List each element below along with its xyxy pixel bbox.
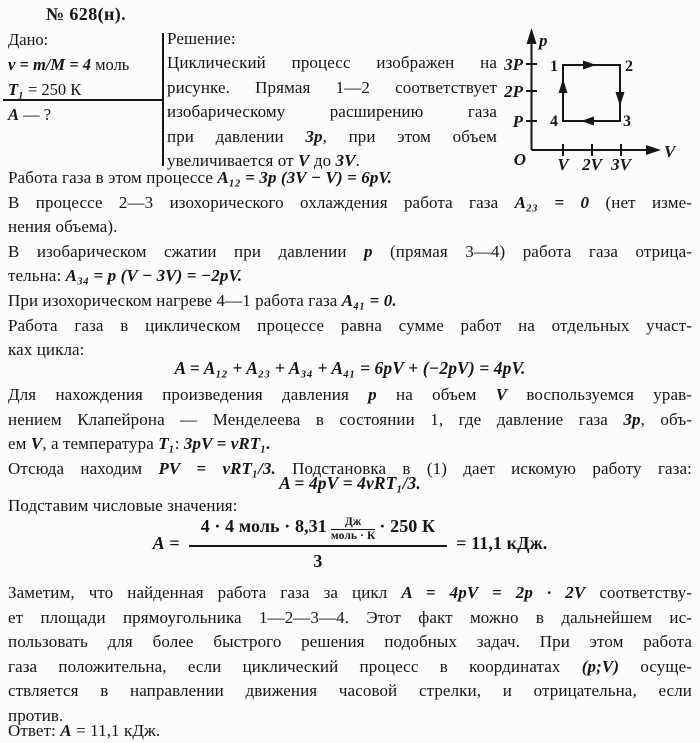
math-segment: p [363, 241, 373, 261]
text-segment: При изохорическом нагреве 4—1 работа газа [8, 290, 342, 310]
math-segment: ν = m/M = 4 [8, 55, 91, 74]
text-line [8, 240, 692, 265]
text-segment: (нет изме- [589, 192, 692, 212]
math-segment: T₁ [8, 80, 24, 99]
solution-intro-line [167, 76, 497, 100]
text-segment: воспользуемся урав- [507, 385, 692, 404]
solution-heading: Решение: [167, 29, 236, 48]
text-segment: Заметим, что найденная работа газа за цикл [8, 583, 402, 602]
math-segment: PV = νRT₁/3. [158, 458, 276, 478]
y-tick-label: P [512, 112, 523, 131]
unit-fraction [331, 516, 376, 543]
text-line [8, 215, 692, 240]
text-line [8, 655, 692, 680]
formula-text: A = A₁₂ + A₂₃ + A₃₄ + A₄₁ = 6pV + (−2pV) = 4pV. [174, 358, 526, 378]
math-segment: A₃₄ = p (V − 3V) = −2pV. [65, 266, 243, 286]
text-segment: соответству- [585, 583, 692, 602]
math-segment: A₂₃ = 0 [514, 192, 590, 212]
text-segment: : [174, 434, 184, 454]
math-segment: A = 4pV = 2p · 2V [401, 583, 586, 602]
math-segment: A [60, 721, 72, 740]
fraction-denominator: 3 [313, 550, 323, 571]
cycle-rectangle [563, 65, 620, 121]
solution-intro-line [167, 125, 497, 149]
corner-label: 2 [625, 58, 633, 75]
text-segment: увеличивается от [167, 151, 299, 171]
formula-text: A = 4pV = 4νRT₁/3. [279, 473, 421, 493]
math-segment: A₄₁ = 0. [341, 290, 397, 310]
unit-numerator: Дж [331, 516, 376, 530]
text-segment: (прямая 3—4) работа газа отрица- [372, 241, 692, 261]
text-segment: . [355, 151, 360, 171]
y-axis-label: p [539, 31, 548, 50]
math-segment: V [298, 151, 310, 171]
math-segment: 3p [305, 126, 323, 146]
math-segment: (p;V) [581, 656, 620, 676]
text-segment: , объ- [640, 409, 693, 429]
text-segment: пользовать для более быстрого решения подобных задач. При этом работа [8, 632, 692, 652]
text-segment: Подставим числовые значения: [8, 496, 238, 515]
text-segment: Работа газа в этом процессе [8, 168, 218, 187]
math-segment: A [152, 533, 165, 554]
text-segment: тельна: [8, 266, 66, 286]
corner-label: 4 [550, 113, 558, 130]
paragraph-block [8, 383, 692, 481]
math-segment: A [8, 105, 20, 124]
text-segment: на объем [376, 385, 496, 404]
paragraph-block [8, 166, 692, 363]
y-tick-label: 3P [504, 55, 523, 74]
equation-rhs [456, 533, 547, 553]
formula-cycle-sum [8, 356, 692, 382]
arrow-right-icon [583, 61, 596, 70]
text-segment: ем [8, 434, 31, 454]
text-segment: Работа газа в циклическом процессе равна сумме работ на отдельных участ- [8, 315, 692, 335]
text-segment: до [309, 151, 336, 171]
text-line [8, 606, 692, 631]
numerator-right: · 250 К [379, 516, 436, 536]
text-segment: = 11,1 кДж. [456, 533, 548, 554]
pv-diagram [495, 18, 700, 173]
text-segment: моль [90, 55, 130, 74]
text-line [8, 314, 692, 339]
given-title: Дано: [8, 30, 49, 49]
text-line [8, 166, 692, 191]
math-segment: A₁₂ = 3p (3V − V) = 6pV. [217, 168, 393, 187]
unit-denominator: моль · К [330, 530, 376, 543]
y-axis-arrow-icon [527, 28, 537, 44]
x-tick-label: 3V [611, 155, 631, 173]
solution-intro-line [167, 100, 497, 124]
math-segment: 3p [623, 409, 641, 429]
text-segment: ет площади прямоугольника 1—2—3—4. Этот факт можно в дальнейшем ис- [8, 607, 692, 627]
text-segment: В процессе 2—3 изохорического охлаждения работа газа [8, 192, 515, 212]
math-segment: 3V [335, 151, 356, 171]
text-segment: ствляется в направлении движения часовой стрелки, и отрицательна, если [8, 681, 692, 701]
solution-intro [167, 27, 497, 173]
work-calculation [8, 514, 692, 573]
text-segment: нением Клапейрона — Менделеева в состоянии 1, где давление газа [8, 409, 624, 429]
text-segment: = 250 К [23, 80, 82, 99]
text-segment: , при этом объем [322, 126, 497, 146]
text-segment: газа положительна, если циклический процесс в координатах [8, 656, 582, 676]
text-segment: ках цикла: [8, 340, 85, 360]
paragraph-block [8, 581, 692, 729]
text-line [8, 383, 692, 408]
text-segment: — ? [19, 105, 52, 124]
text-line [8, 289, 692, 314]
text-segment: рисунке. Прямая 1—2 соответствует [167, 77, 497, 97]
text-segment: , а температура [42, 434, 159, 454]
math-segment: T₁ [158, 434, 175, 454]
given-row [8, 52, 160, 77]
text-line [8, 581, 692, 606]
answer-line [8, 719, 692, 743]
corner-label: 3 [623, 113, 631, 130]
text-segment: = 11,1 кДж. [71, 721, 161, 740]
text-line [8, 191, 692, 216]
origin-label: O [513, 150, 526, 169]
text-line [8, 679, 692, 704]
arrow-up-icon [559, 79, 568, 93]
given-box [8, 27, 160, 102]
given-underline [3, 99, 163, 101]
text-segment: В изобарическом сжатии при давлении [8, 241, 364, 261]
text-segment: Подстановка в (1) дает искомую работу газа: [275, 458, 692, 478]
text-line [8, 630, 692, 655]
fraction [189, 514, 447, 573]
math-segment: p [368, 385, 377, 404]
text-segment: = [164, 533, 180, 554]
arrow-left-icon [581, 117, 594, 126]
x-axis-label: V [664, 142, 676, 161]
y-tick-label: 2P [504, 82, 523, 101]
given-find [8, 105, 51, 125]
x-tick-label: 2V [582, 155, 602, 173]
text-segment: изобарическому расширению газа [167, 102, 497, 122]
text-segment: против. [8, 705, 64, 725]
math-segment: V [30, 434, 43, 454]
given-solution-divider [162, 33, 164, 166]
problem-number: № 628(н). [46, 4, 127, 24]
arrow-down-icon [616, 92, 625, 106]
text-segment: Ответ: [8, 721, 61, 740]
corner-label: 1 [550, 58, 558, 75]
numerator-left: 4 · 4 моль · 8,31 [200, 516, 327, 536]
equation-lhs [153, 533, 180, 553]
text-segment: Отсюда находим [8, 458, 159, 478]
text-segment: Циклический процесс изображен на [167, 53, 497, 73]
x-tick-label: V [557, 155, 569, 173]
solution-intro-line [167, 51, 497, 75]
text-line [8, 264, 692, 289]
text-line [8, 719, 692, 743]
text-segment: нения объема). [8, 217, 118, 237]
text-segment: осуще- [619, 656, 692, 676]
text-line [8, 408, 692, 433]
math-segment: V [495, 385, 508, 404]
text-segment: при давлении [167, 126, 306, 146]
text-line [8, 432, 692, 457]
x-axis-arrow-icon [646, 145, 661, 155]
formula-result [8, 471, 692, 497]
math-segment: 3pV = νRT₁. [183, 434, 271, 454]
fraction-numerator [189, 514, 447, 547]
text-segment: Для нахождения произведения давления [8, 385, 369, 404]
